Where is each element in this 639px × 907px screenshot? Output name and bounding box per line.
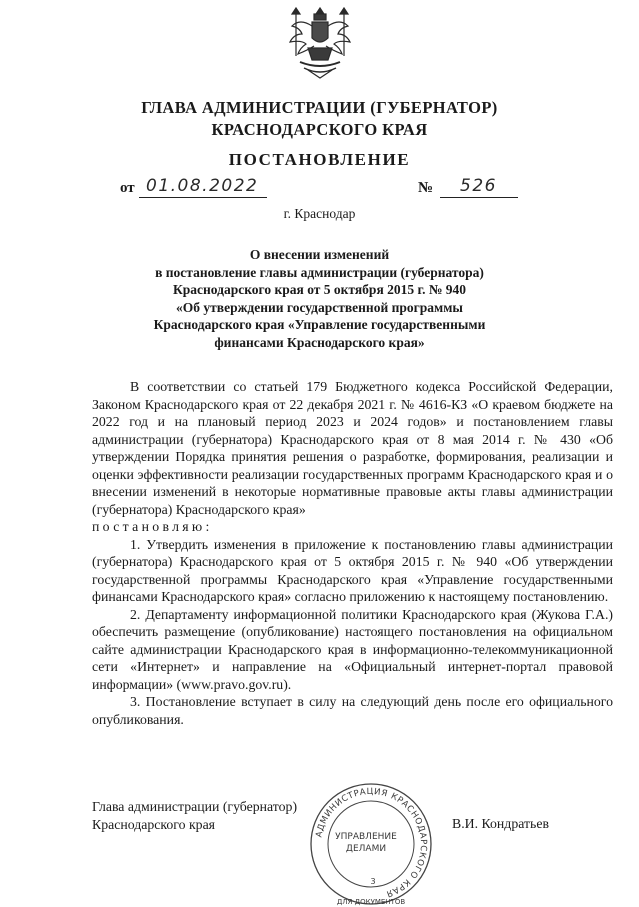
subject-line: Краснодарского края от 5 октября 2015 г. № 940 bbox=[172, 282, 467, 297]
city: г. Краснодар bbox=[283, 206, 356, 221]
subject-line: О внесении изменений bbox=[249, 247, 390, 262]
item-paragraph: 3. Постановление вступает в силу на следующий день после его официального опубликования. bbox=[92, 694, 613, 727]
stamp-ring-text: АДМИНИСТРАЦИЯ КРАСНОДАРСКОГО КРАЯ bbox=[314, 786, 429, 899]
signatory-title-line: Глава администрации (губернатор) bbox=[92, 799, 298, 814]
official-stamp bbox=[308, 781, 434, 907]
document-subject bbox=[0, 246, 639, 351]
stamp-bottom-text: ДЛЯ ДОКУМЕНТОВ bbox=[336, 898, 406, 906]
coat-of-arms-emblem bbox=[286, 4, 354, 80]
preamble-paragraph: В соответствии со статьей 179 Бюджетного кодекса Российской Федерации, Законом Краснодарского края от 22 декабря 2021 г. № 4616-КЗ «О краевом бюджете на 2022 год и на плановый период 2023 и 2024 годов» и постановлением главы администрации (губернатора) Краснодарского края от 8 мая 2014 г. № 430 «Об утверждении Порядка принятия решения о разработке, формирования, реализации и оценки эффективности реализации государственных программ Краснодарского края и о внесении изменений в некоторые нормативные правовые акты главы администрации (губернатора) Краснодарского края» bbox=[92, 379, 613, 517]
subject-line: «Об утверждении государственной программы bbox=[176, 299, 463, 315]
item-paragraph: 1. Утвердить изменения в приложение к постановлению главы администрации (губернатора) Краснодарского края от 5 октября 2015 г. № 940 «Об утверждении государственной программы Краснодарского края «Управление государственными финансами Краснодарского края» согласно приложению к настоящему постановлению. bbox=[92, 536, 613, 604]
document-type: ПОСТАНОВЛЕНИЕ bbox=[228, 150, 411, 169]
stamp-center-line1: УПРАВЛЕНИЕ bbox=[335, 832, 397, 842]
subject-line: Краснодарского края «Управление государственными bbox=[153, 317, 486, 332]
item-paragraph: 2. Департаменту информационной политики Краснодарского края (Жукова Г.А.) обеспечить размещение (опубликование) настоящего постановления на официальном сайте администрации Краснодарского края в информационно-телекоммуникационной сети «Интернет» и направление на «Официальный интернет-портал правовой информации» (www.pravo.gov.ru). bbox=[92, 606, 613, 692]
document-date: 01.08.2022 bbox=[146, 176, 259, 196]
document-body bbox=[92, 378, 613, 728]
date-underline bbox=[139, 197, 267, 198]
subject-line: финансами Краснодарского края» bbox=[214, 334, 425, 350]
decree-word: постановляю: bbox=[92, 519, 213, 534]
subject-line: в постановление главы администрации (губернатора) bbox=[155, 264, 484, 280]
stamp-number: 3 bbox=[370, 877, 376, 886]
authority-title-line2: КРАСНОДАРСКОГО КРАЯ bbox=[211, 120, 428, 139]
stamp-center-line2: ДЕЛАМИ bbox=[345, 844, 387, 854]
signatory-title bbox=[92, 798, 297, 833]
signatory-title-line: Краснодарского края bbox=[92, 816, 216, 832]
document-number: 526 bbox=[460, 176, 497, 196]
authority-title-line1: ГЛАВА АДМИНИСТРАЦИИ (ГУБЕРНАТОР) bbox=[141, 98, 498, 117]
number-underline bbox=[440, 197, 518, 198]
date-number-row bbox=[0, 178, 639, 204]
date-label: от bbox=[120, 180, 135, 196]
number-label: № bbox=[418, 180, 434, 196]
signatory-name: В.И. Кондратьев bbox=[452, 816, 549, 831]
